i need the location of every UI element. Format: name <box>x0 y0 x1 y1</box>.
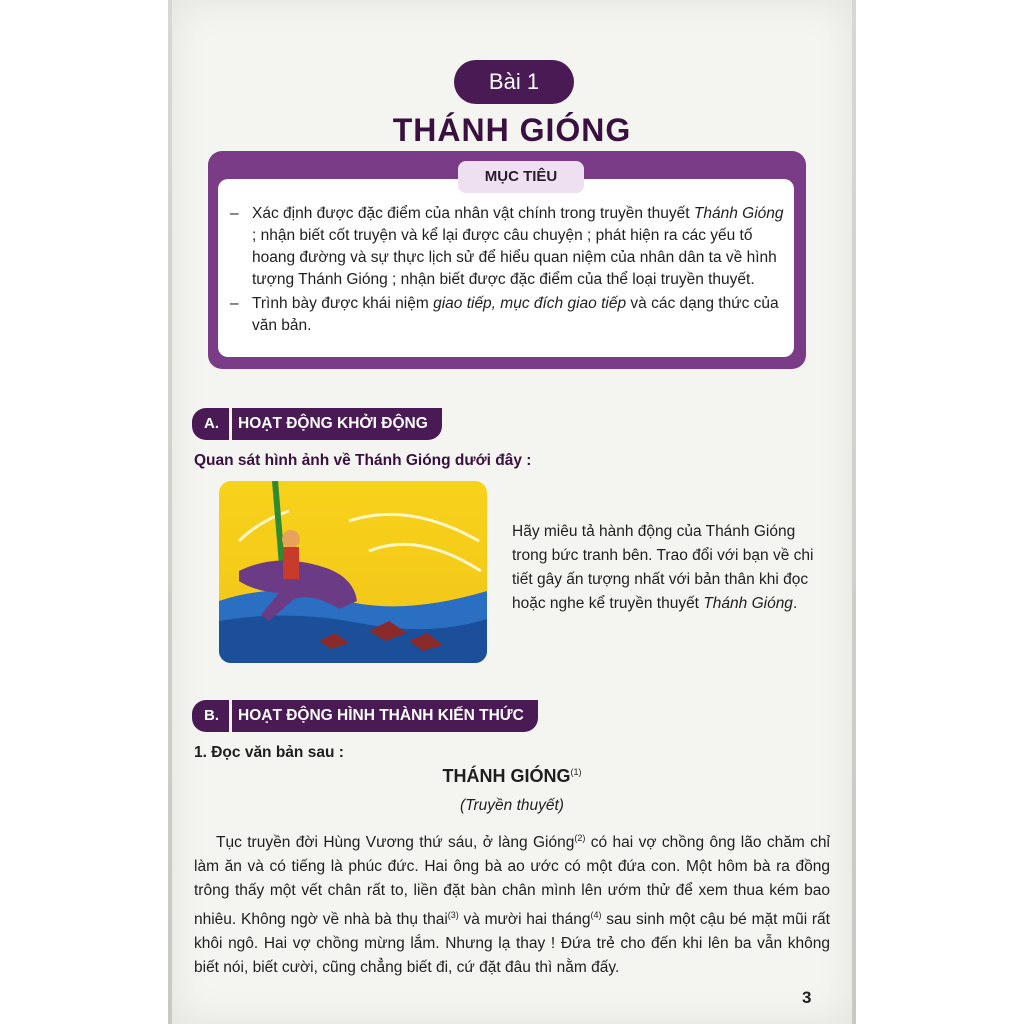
page-edge-right <box>852 0 856 1024</box>
lesson-label: Bài 1 <box>454 60 574 104</box>
story-paragraph: Tục truyền đời Hùng Vương thứ sáu, ở làng Gióng$^{(2)}$ có hai vợ chồng ông lão chăm chỉ làm ăn và có tiếng là phúc đức. Hai ông bà ao ước có một đứa con. Một hôm bà ra đồng trông thấy một vết chân rất to, liền đặt bàn chân mình lên ướm thử để xem thua kém bao nhiêu. Không ngờ về nhà bà thụ thai$^{(3)}$ và mười hai tháng$^{(4)}$ sau sinh một cậu bé mặt mũi rất khôi ngô. Hai vợ chồng mừng lắm. Nhưng lạ thay ! Đứa trẻ cho đến khi lên ba vẫn không biết nói, biết cười, cũng chẳng biết đi, cứ đặt đâu thì nằm đấy. <box>194 833 830 977</box>
story-genre: (Truyền thuyết) <box>460 797 564 814</box>
reading-step: 1. Đọc văn bản sau : <box>194 744 344 761</box>
story-title: THÁNH GIÓNG$^{(1)}$ <box>442 766 582 786</box>
section-b-heading <box>192 700 538 732</box>
section-b-letter: B. <box>192 700 229 732</box>
objective-item: – Xác định được đặc điểm của nhân vật chính trong truyền thuyết Thánh Gióng ; nhận biết cốt truyện và kể lại được câu chuyện ; phát hiện ra các yếu tố hoang đường và sự thực lịch sử để hiểu quan niệm của nhân dân ta về hình tượng Thánh Gióng ; nhận biết được đặc điểm của thể loại truyền thuyết. <box>230 205 784 288</box>
section-a-title: HOẠT ĐỘNG KHỞI ĐỘNG <box>229 408 442 440</box>
page-number: 3 <box>802 988 812 1007</box>
section-a-heading <box>192 408 442 440</box>
section-a-prompt: Quan sát hình ảnh về Thánh Gióng dưới đây : <box>194 452 532 469</box>
thanh-giong-illustration <box>219 481 487 663</box>
objectives-box <box>208 151 806 369</box>
objectives-list <box>230 203 790 339</box>
illustration-caption: Hãy miêu tả hành động của Thánh Gióng trong bức tranh bên. Trao đổi với bạn về chi tiết gây ấn tượng nhất với bản thân khi đọc hoặc nghe kể truyền thuyết Thánh Gióng. <box>512 523 814 612</box>
textbook-page <box>172 0 852 1024</box>
objectives-tag: MỤC TIÊU <box>458 161 584 193</box>
section-a-letter: A. <box>192 408 229 440</box>
page-edge-left <box>168 0 172 1024</box>
objective-item: – Trình bày được khái niệm giao tiếp, mục đích giao tiếp và các dạng thức của văn bản. <box>230 295 779 334</box>
lesson-title: THÁNH GIÓNG <box>392 112 632 148</box>
section-b-title: HOẠT ĐỘNG HÌNH THÀNH KIẾN THỨC <box>229 700 538 732</box>
